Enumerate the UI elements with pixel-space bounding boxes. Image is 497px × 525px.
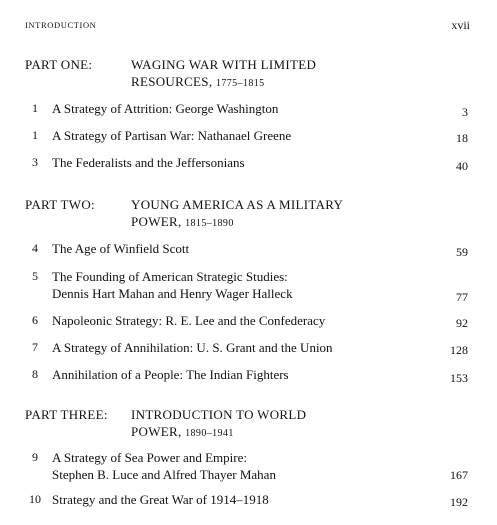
page-number: 92 xyxy=(456,316,468,330)
chapter-title-line2: Stephen B. Luce and Alfred Thayer Mahan xyxy=(52,467,276,482)
chapter-title xyxy=(52,268,432,302)
part-title xyxy=(131,196,431,232)
part-title-line1: WAGING WAR WITH LIMITED xyxy=(131,57,317,72)
page-number: 153 xyxy=(450,371,468,385)
chapter-number: 4 xyxy=(32,241,38,255)
chapter-title xyxy=(52,449,432,483)
page-number: 167 xyxy=(450,468,468,482)
chapter-title: Annihilation of a People: The Indian Fighters xyxy=(52,367,289,382)
page-number: 77 xyxy=(456,290,468,304)
page-number: 40 xyxy=(456,159,468,173)
chapter-number: 10 xyxy=(29,492,41,506)
chapter-number: 1 xyxy=(32,101,38,115)
chapter-title: Napoleonic Strategy: R. E. Lee and the Confederacy xyxy=(52,313,326,328)
chapter-title: Strategy and the Great War of 1914–1918 xyxy=(52,492,269,507)
page-number: 192 xyxy=(450,495,468,509)
part-label: PART THREE: xyxy=(25,407,108,422)
chapter-title-line2: Dennis Hart Mahan and Henry Wager Halleck xyxy=(52,286,293,301)
part-title xyxy=(131,56,431,92)
chapter-number: 5 xyxy=(32,269,38,283)
chapter-number: 9 xyxy=(32,450,38,464)
chapter-title: A Strategy of Annihilation: U. S. Grant and the Union xyxy=(52,340,333,355)
chapter-title: The Age of Winfield Scott xyxy=(52,241,190,256)
part-title xyxy=(131,406,431,442)
part-heading xyxy=(25,196,431,232)
chapter-number: 6 xyxy=(32,313,38,327)
chapter-title-line1: A Strategy of Sea Power and Empire: xyxy=(52,450,247,465)
part-years: 1890–1941 xyxy=(185,428,234,439)
chapter-number: 3 xyxy=(32,155,38,169)
chapter-title-line1: The Founding of American Strategic Studies: xyxy=(52,269,288,284)
part-heading xyxy=(25,56,431,92)
part-heading xyxy=(25,406,431,442)
running-head-title: INTRODUCTION xyxy=(25,20,97,30)
chapter-number: 7 xyxy=(32,340,38,354)
page-number: 128 xyxy=(450,343,468,357)
page-number: 3 xyxy=(462,105,468,119)
chapter-number: 8 xyxy=(32,367,38,381)
chapter-title: The Federalists and the Jeffersonians xyxy=(52,155,245,170)
part-label: PART ONE: xyxy=(25,57,93,72)
chapter-title: A Strategy of Attrition: George Washington xyxy=(52,101,279,116)
part-label: PART TWO: xyxy=(25,197,95,212)
part-years: 1815–1890 xyxy=(185,218,234,229)
running-head-page-number: xvii xyxy=(451,18,470,32)
page-number: 59 xyxy=(456,245,468,259)
chapter-number: 1 xyxy=(32,128,38,142)
chapter-title: A Strategy of Partisan War: Nathanael Greene xyxy=(52,128,292,143)
part-title-line2: POWER, xyxy=(131,424,182,439)
part-title-line1: YOUNG AMERICA AS A MILITARY xyxy=(131,197,344,212)
part-years: 1775–1815 xyxy=(215,78,265,89)
part-title-line2: POWER, xyxy=(131,214,182,229)
page-number: 18 xyxy=(456,131,468,145)
part-title-line1: INTRODUCTION TO WORLD xyxy=(131,407,307,422)
part-title-line2: RESOURCES, xyxy=(131,74,213,89)
